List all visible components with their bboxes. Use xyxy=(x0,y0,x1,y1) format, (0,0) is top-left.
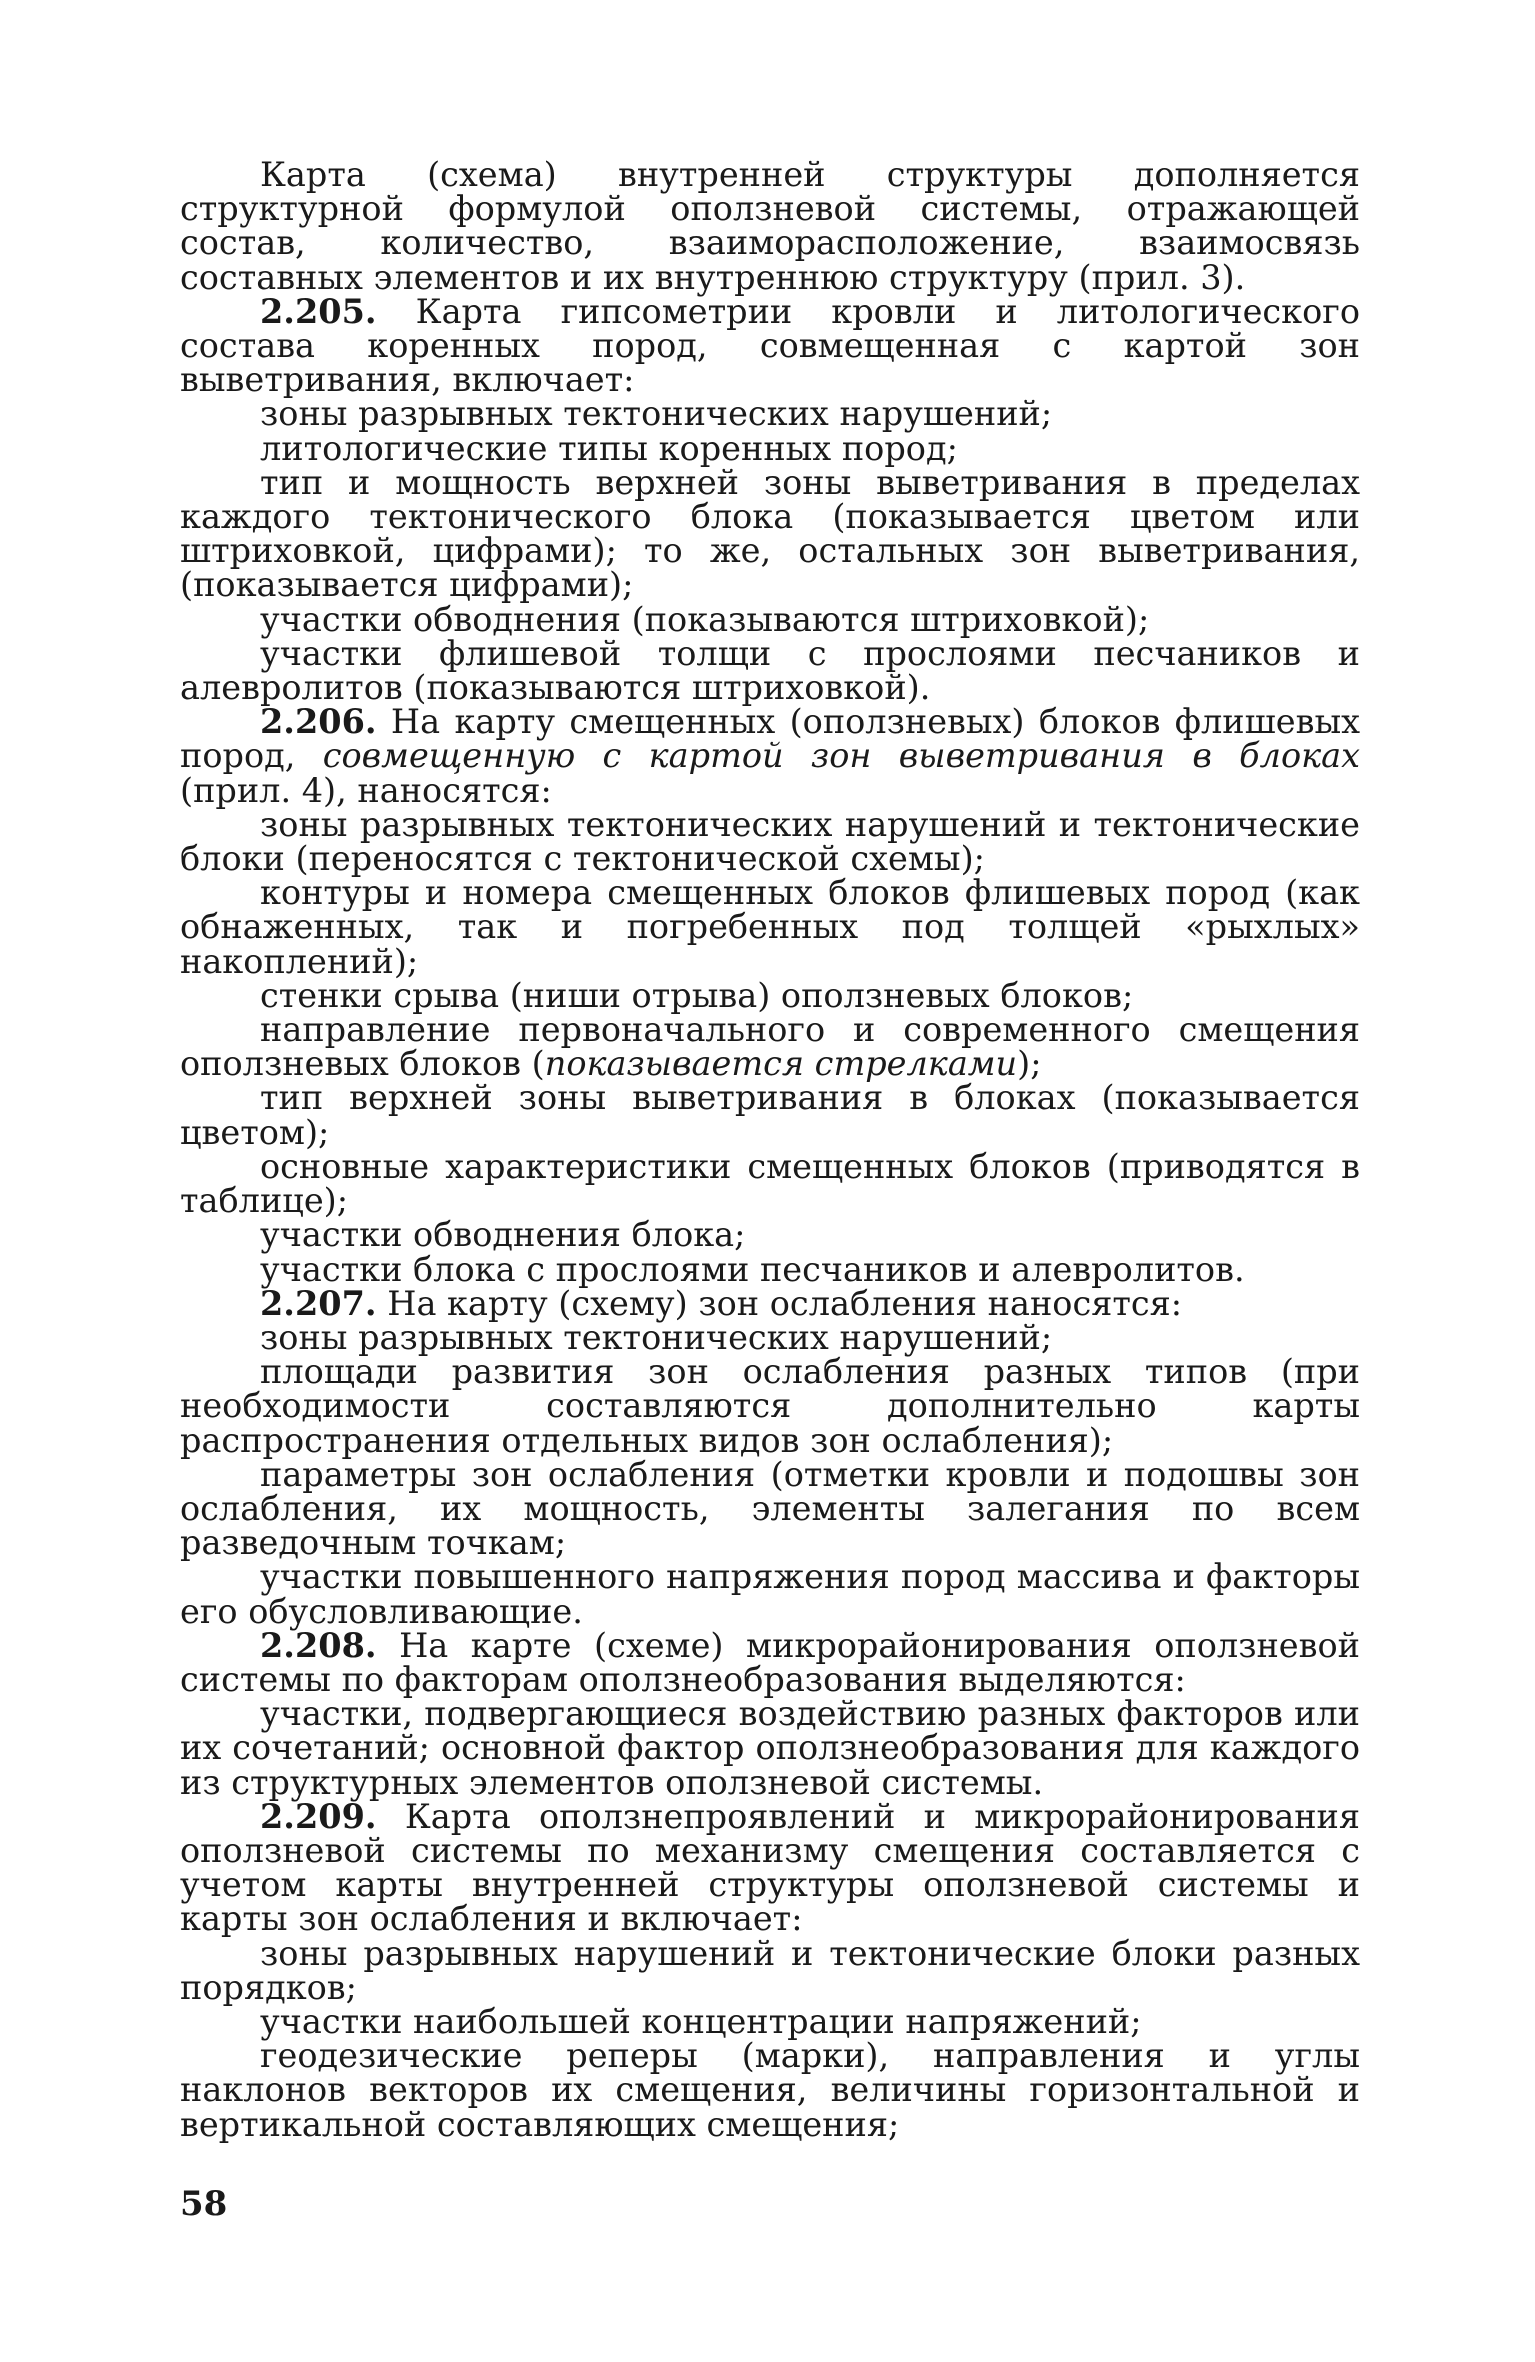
list-item: геодезические реперы (марки), направления и углы наклонов векторов их смещения, величины горизонтальной и вертикальной составляющих смещения; xyxy=(180,2036,1360,2144)
paragraph xyxy=(180,291,1360,400)
italic-text: совмещенную с картой зон выветривания в блоках xyxy=(322,736,1360,776)
list-item: участки флишевой толщи с прослоями песчаников и алевролитов (показываются штриховкой). xyxy=(180,633,1360,708)
paragraph: Карта (схема) внутренней структуры дополняется структурной формулой оползневой системы, отражающей состав, количество, взаиморасположение, взаимосвязь составных элементов и их внутреннюю структуру (прил. 3). xyxy=(180,155,1360,297)
clause-number: 2.208. xyxy=(260,1625,377,1665)
list-item xyxy=(180,1010,1360,1084)
paragraph-text: На карту смещенных (оползневых) блоков флишевых пород, xyxy=(180,702,1360,776)
list-item: тип верхней зоны выветривания в блоках (показывается цветом); xyxy=(180,1078,1360,1152)
list-item: участки обводнения (показываются штриховкой); xyxy=(260,599,1150,639)
clause-number: 2.207. xyxy=(260,1283,377,1323)
list-item: стенки срыва (ниши отрыва) оползневых блоков; xyxy=(260,975,1134,1015)
list-item: зоны разрывных тектонических нарушений; xyxy=(260,1317,1053,1357)
list-item: участки, подвергающиеся воздействию разных факторов или их сочетаний; основной фактор оползнеобразования для каждого из структурных элементов оползневой системы. xyxy=(180,1694,1360,1802)
clause-number: 2.209. xyxy=(260,1796,377,1836)
list-item: зоны разрывных тектонических нарушений; xyxy=(260,394,1053,434)
paragraph-text: ); xyxy=(1017,1044,1042,1084)
list-item: площади развития зон ослабления разных типов (при необходимости составляются дополнительно карты распространения отдельных видов зон ослабления); xyxy=(180,1352,1360,1460)
paragraph-text: На карту (схему) зон ослабления наносятся: xyxy=(376,1283,1183,1323)
list-item: тип и мощность верхней зоны выветривания в пределах каждого тектонического блока (показывается цветом или штриховкой, цифрами); то же, остальных зон выветривания, (показывается цифрами); xyxy=(180,462,1360,605)
paragraph xyxy=(180,1283,1360,1323)
list-item: зоны разрывных тектонических нарушений и тектонические блоки (переносятся с тектонической схемы); xyxy=(180,804,1360,879)
list-item: зоны разрывных нарушений и тектонические блоки разных порядков; xyxy=(180,1933,1360,2007)
paragraph xyxy=(180,702,1360,810)
paragraph-text: Карта оползнепроявлений и микрорайонирования оползневой системы по механизму смещения составляется с учетом карты внутренней структуры оползневой системы и карты зон ослабления и включает: xyxy=(180,1796,1360,1939)
list-item: основные характеристики смещенных блоков (приводятся в таблице); xyxy=(180,1146,1360,1221)
page-number: 58 xyxy=(180,2184,228,2224)
paragraph-text: направление первоначального и современного смещения оползневых блоков ( xyxy=(180,1010,1360,1084)
paragraph-text: Карта гипсометрии кровли и литологического состава коренных пород, совмещенная с картой зон выветривания, включает: xyxy=(180,291,1360,400)
list-item: параметры зон ослабления (отметки кровли и подошвы зон ослабления, их мощность, элементы залегания по всем разведочным точкам; xyxy=(180,1454,1360,1563)
list-item: участки блока с прослоями песчаников и алевролитов. xyxy=(260,1249,1245,1289)
list-item: литологические типы коренных пород; xyxy=(260,428,958,468)
list-item: участки обводнения блока; xyxy=(260,1215,746,1255)
paragraph xyxy=(180,1796,1360,1939)
paragraph-text: На карте (схеме) микрорайонирования оползневой системы по факторам оползнеобразования выделяются: xyxy=(180,1625,1360,1699)
clause-number: 2.205. xyxy=(260,291,377,331)
paragraph xyxy=(180,1625,1360,1699)
clause-number: 2.206. xyxy=(260,702,377,742)
page-text xyxy=(180,155,1360,2144)
italic-text: показывается стрелками xyxy=(544,1044,1018,1084)
list-item: участки повышенного напряжения пород массива и факторы его обусловливающие. xyxy=(180,1557,1360,1631)
list-item: контуры и номера смещенных блоков флишевых пород (как обнаженных, так и погребенных под толщей «рыхлых» накоплений); xyxy=(180,873,1360,981)
list-item: участки наибольшей концентрации напряжений; xyxy=(260,2001,1142,2041)
paragraph-text: (прил. 4), наносятся: xyxy=(180,770,552,810)
